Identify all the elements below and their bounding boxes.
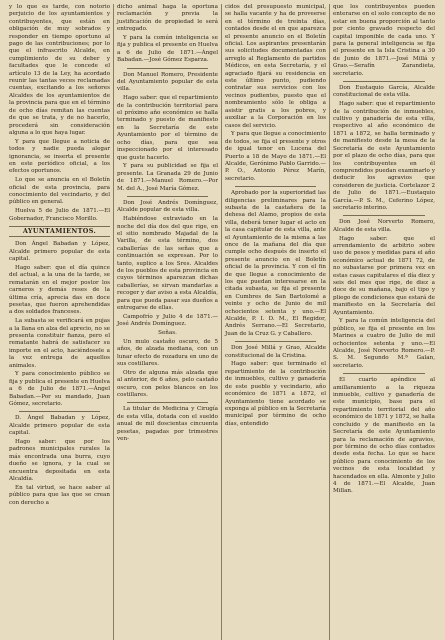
paragraph: Don José Millá y Grao, Alcalde constitucional de la Cristina. xyxy=(225,345,326,359)
paragraph: Otro de alguna más alzada que al anterior, de 6 años, pelo castaño oscuro, con pelos blancos en los costillares. xyxy=(117,369,218,399)
divider-rule xyxy=(235,186,316,187)
text-column-1 xyxy=(6,4,114,640)
divider-rule xyxy=(343,373,425,374)
paragraph: Hago saber: que terminado el repartimiento de la contribución de inmuebles, cultivo y ganadería de este pueblo y vecindario, año económico de 1871 a 1872, el Ayuntamiento tiene acordado se exponga al público en la Secretaría municipal por término de ocho días, entendido xyxy=(225,361,326,427)
paragraph: Don Ángel Babadan y López, Alcalde primero popular de esta capital. xyxy=(9,241,110,263)
paragraph: Don José Norverto Romero, Alcalde de esta villa. xyxy=(333,219,435,233)
paragraph: Don José Andrés Domínguez, Alcalde popular de esta villa. xyxy=(117,199,218,214)
paragraph: Don Manuel Romero, Presidente del Ayuntamiento popular de esta villa. xyxy=(117,71,218,93)
section-heading: AYUNTAMIENTOS. xyxy=(9,226,110,237)
paragraph: dicho animal haga la oportuna reclamación y previa la justificación de propiedad le será entregado. xyxy=(117,4,218,33)
paragraph: Un mulo castaño oscuro, de 5 años, de alzada mediana, con un lunar efecto de rozadura en uno de sus costillares. xyxy=(117,338,218,368)
paragraph: Lo que se anuncia en el Boletín oficial de esta provincia, para conocimiento del vecindario, y del público en general. xyxy=(9,177,110,206)
paragraph: Don Eustaquio García, Alcalde constitucional de esta villa. xyxy=(333,85,435,99)
paragraph: Huelva 5 de Julio de 1871.—El Gobernador, Francisco Morillo. xyxy=(9,208,110,222)
paragraph: Hago saber: que el repartimiento de la contribución territorial para el próximo año económico se halla terminado y puesto de manifiesto en la Secretaría de este Ayuntamiento por el término de ocho días, para que sea inspeccionado por el interesado que guste hacerlo. xyxy=(117,95,218,161)
text-column-4 xyxy=(330,4,438,640)
divider-rule xyxy=(19,411,100,412)
paragraph: Y para que llegue a noticia de todos y nadie pueda alegar ignorancia, se inserta el presente en este periódico oficial, a los efectos oportunos. xyxy=(9,138,110,175)
paragraph: Y para la común inteligencia del público, se fija el presente en los Marines a cuatro de Julio de mil ochocientos setenta y uno.—El Alcalde, José Norverto Romero.—P. S. M. Segundo M.ª Galan, secretario. xyxy=(333,318,435,369)
paragraph: D. Ángel Babadan y López, Alcalde primero popular de esta capital. xyxy=(9,415,110,437)
paragraph: Y para la común inteligencia se fija y publica el presente en Huelva a 6 de Julio de 1871.—Ángel Babadan.—José Gómez Esparza. xyxy=(117,35,218,64)
divider-rule xyxy=(343,215,425,216)
text-column-3 xyxy=(222,4,330,640)
paragraph: Hago saber: que por los padrones municipales rurales la más encontrada una burra, cuyo dueño se ignora, y la cual se encuentra depositada en esta Alcaldía. xyxy=(9,439,110,483)
paragraph: Campofrío y Julio 4 de 1871.—José Andrés Domínguez. xyxy=(117,313,218,328)
paragraph: Y para su publicidad se fija el presente. La Granada 29 de Junio de 1871.—Manuel Romero.—Por M. del A., José María Gómez. xyxy=(117,163,218,192)
divider-rule xyxy=(343,81,425,82)
divider-rule xyxy=(127,196,208,197)
paragraph: Y para conocimiento público se fija y publica el presente en Huelva a 6 de Julio de 1871.—Ángel Babadan.—Por su mandado, Juan Gómez, secretario. xyxy=(9,371,110,408)
paragraph: Hago saber: que el arrendamiento de arbitrio sobre uso de pesos y medidas para el año económico actual de 1871 72, de no subastarse por primera vez en estas casas capitulares el día diez y seis del mes que rige, de diez a doce de su mañana, bajo el tipo y pliego de condiciones que estará de manifiesto en la Secretaría del Ayuntamiento. xyxy=(333,235,435,316)
paragraph: Hago saber: que el repartimiento de la contribución de inmuebles, cultivo y ganadería de esta villa, respectivo al año económico de 1871 a 1872, se halla terminado y de manifiesto desde la mesa de la Secretaría de este Ayuntamiento por el plazo de ocho días, para que los contribuyentes en él comprendidos puedan examinarlo y deducir los agravios que consideren de justicia. Cortelazor 2 de Julio de 1871.—Eustaquio García.—P. S. M., Ceferino López, secretario interino. xyxy=(333,101,435,211)
paragraph: cidos del presupuesto municipal, se halla vacante y ha de proveerse en el término de treinta días, contados desde el en que aparezca el presente anuncio en el Boletín oficial. Los aspirantes presentarán sus solicitudes documentadas con arreglo al Reglamento de partidos Médicos, en esta Secretaría, y el agraciado fijará su residencia en este último punto, pudiendo contratar sus servicios con los vecinos pudientes, puesto que el nombramiento sólo le obliga a asistir gratis a los pobres, y auxiliar a la Corporación en los casos del servicio. xyxy=(225,4,326,129)
text-column-2 xyxy=(114,4,222,640)
paragraph: El cuarto apéndice al amillaramiento a la riqueza inmueble, cultivo y ganadería de este municipio, base para el repartimiento territorial del año económico de 1871 y 1872, se halla concluido y de manifiesto en la Secretaría de este Ayuntamiento para la reclamación de agravios, por término de ocho días contados desde esta fecha. Lo que se hace público para conocimiento de los vecinos de esta localidad y hacendados en ella. Almonte y Julio 4 de 1871.—El Alcalde, Juan Millan. xyxy=(333,377,435,495)
paragraph: que los contribuyentes pueden enterarse en el solo concepto de no estar en buena proporción al tanto por ciento gravado respecto del capital imponible de cada uno. Y para la general inteligencia se fija el presente en la Isla Cristina a 30 de Junio de 1871.—José Millá y Grao.—Serafín Zarandieta, secretario. xyxy=(333,4,435,77)
divider-rule xyxy=(235,341,316,342)
paragraph: Habiéndose extraviado en la noche del día dos del que rige, en el sitio nombrado Majadal de la Varilla, de esta término, dos caballerías de las señas que a continuación se expresan. Por lo tanto, suplico a los Sres. Alcaldes de los pueblos de esta provincia en cuyos términos aparezcan dichas caballerías, se sirvan mandarlas a recoger y dar aviso a esta Alcaldía, para que pueda pasar sus dueños a entregarse de ellas. xyxy=(117,216,218,311)
divider-rule xyxy=(127,402,208,403)
paragraph: Hago saber: que el día quince del actual, a la una de la tarde, se rematarán en el mejor postor los carneros y demás reses de la última cría, aprecia das en doce pesetas, que fueron aprehendidas a dos soldados franceses. xyxy=(9,264,110,316)
paragraph: Y para que llegue a conocimiento de todos, se fija el presente y otros de igual tenor en Lucena del Puerto a 18 de Mayo de 1871.—El Alcalde, Gerónimo Pablo Garrido.—P. O., Antonio Pérez Marín, secretario. xyxy=(225,131,326,182)
paragraph: La subasta se verificará en pujas a la llana en alza del aprecio, no se presenta constituir fianza, pero el rematante habrá de satisfacer su importe en el acto, haciéndosele a la vez entrega de aquellos animales. xyxy=(9,318,110,369)
divider-rule xyxy=(127,68,208,69)
paragraph: y lo que es tarde, con notorio perjuicio de los ayuntamientos y contribuyentes, que están en obligación de muy sobrados y responder en tiempo oportuno al pago de las contribuciones; por lo que el infrascrito Alcalde, en cumplimiento de su deber y facultades que le concede el artículo 13 de la Ley, ha acordado reunir las tantas veces reclamadas cuentas, excitando a los señores Alcaldes de los ayuntamientos de la provincia para que en el término de ocho días remitan las cuentas de que se trata, y de no hacerlo, procederá sin consideración alguna a lo que haya lugar. xyxy=(9,4,110,136)
subheading: Señas. xyxy=(158,330,177,336)
paragraph: Aprobado por la superioridad las diligencias preliminares para la subasta de la castañera de la dehesa del Alamo, propios de esta villa, deberá tener lugar el acto en la casa capitular de esta villa, ante el Ayuntamiento de la misma a las once de la mañana del día que cumple ocho después de inserto el presente anuncio en el Boletín oficial de la provincia. Y con el fin de que llegue a conocimiento de los que puedan interesarse en la citada subasta, se fija el presente en Cumbres de San Bartolomé a veinte y ocho de Junio de mil ochocientos setenta y uno.—El Alcalde, P. I. D. M., El Regidor, Andrés Serrano.—El Secretario, Juan de la Cruz G. y Caballero. xyxy=(225,190,326,337)
paragraph: La titular de Medicina y Cirugía de esta villa, dotada con el sueldo anual de mil doscientas cincuenta pesetas, pagadas por trimestres ven- xyxy=(117,406,218,443)
paragraph: En tal virtud, se hace saber al público para que las que se crean con derecho a xyxy=(9,484,110,506)
